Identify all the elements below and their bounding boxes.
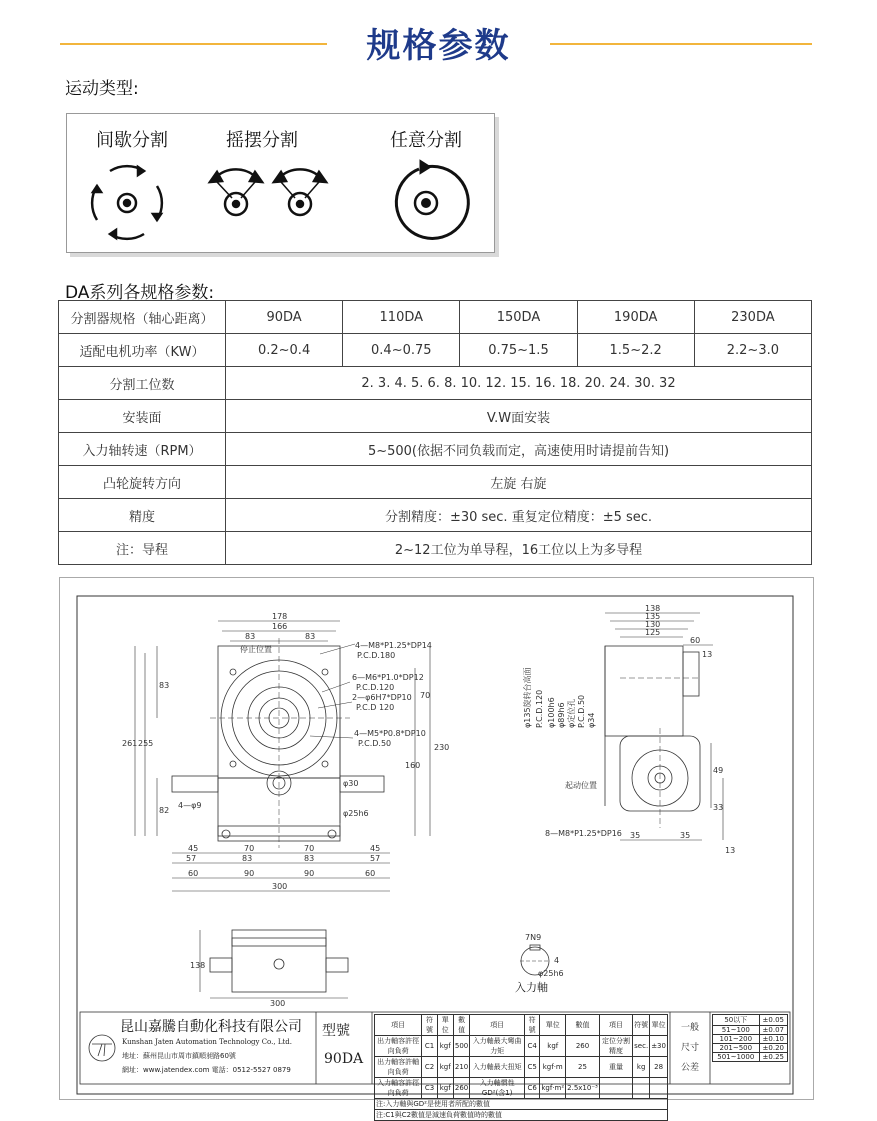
table-cell: kgf	[540, 1036, 566, 1057]
table-row	[59, 466, 812, 499]
table-cell: ±30	[650, 1036, 668, 1057]
table-cell: 2.5x10⁻³	[566, 1078, 600, 1099]
input-shaft-label: 入力軸	[515, 981, 548, 994]
table-cell: 入力軸最大彎曲力矩	[470, 1036, 524, 1057]
dim-125: 125	[645, 628, 661, 637]
table-row	[375, 1057, 668, 1078]
row-head: 入力轴转速（RPM）	[59, 433, 226, 466]
table-cell: C5	[524, 1057, 539, 1078]
table-cell	[599, 1078, 632, 1099]
dim-45b: 45	[370, 844, 381, 853]
table-cell: ±0.20	[759, 1044, 787, 1053]
table-cell: 5~500(依据不同负载而定，高速使用时请提前告知)	[226, 433, 812, 466]
note-pin: 2—φ6H7*DP10	[352, 693, 412, 702]
dim-230: 230	[434, 743, 450, 752]
table-row	[59, 334, 812, 367]
table-cell: C4	[524, 1036, 539, 1057]
table-row	[713, 1015, 788, 1026]
vlabel-1: φ135旋转台高面	[523, 667, 532, 728]
table-cell: 數值	[453, 1015, 470, 1036]
start-position: 起动位置	[565, 781, 597, 790]
dim-57a: 57	[186, 854, 197, 863]
table-cell: 201~500	[713, 1044, 760, 1053]
tolerance-label: 一般 尺寸 公差	[680, 1023, 699, 1073]
table-cell: 入力軸最大扭矩	[470, 1057, 524, 1078]
dim-35b: 35	[680, 831, 691, 840]
table-cell: 0.4~0.75	[343, 334, 460, 367]
dim-60a: 60	[188, 869, 199, 878]
stop-position: 停止位置	[240, 645, 272, 654]
table-cell: 150DA	[460, 301, 577, 334]
table-cell: 單位	[540, 1015, 566, 1036]
dim-70: 70	[420, 691, 431, 700]
table-cell: 90DA	[226, 301, 343, 334]
row-head: 分割器规格（轴心距离）	[59, 301, 226, 334]
table-cell: 符號	[633, 1015, 650, 1036]
dim-82: 82	[159, 806, 170, 815]
dim-phi30: φ30	[343, 779, 359, 788]
arbitrary-icon	[396, 162, 468, 238]
dim-160: 160	[405, 761, 421, 770]
row-head: 注：导程	[59, 532, 226, 565]
table-cell: 25	[566, 1057, 600, 1078]
table-cell: 入力軸容許徑向負荷	[375, 1078, 422, 1099]
dim-70a: 70	[244, 844, 255, 853]
dim-130: 130	[645, 620, 661, 629]
table-row	[59, 400, 812, 433]
table-cell: V.W面安装	[226, 400, 812, 433]
motion-type-box	[66, 113, 495, 253]
vlabel-4: φ89h6	[557, 702, 566, 728]
table-cell: C6	[524, 1078, 539, 1099]
note-holes: 4—φ9	[178, 801, 202, 810]
motion-swing-label: 摇摆分割	[226, 130, 298, 151]
table-row	[713, 1044, 788, 1053]
table-cell: kgf	[437, 1036, 453, 1057]
note-m8: 4—M8*P1.25*DP14	[355, 641, 432, 650]
table-cell: C3	[422, 1078, 437, 1099]
dim-138b: 138	[190, 961, 206, 970]
dim-60b: 60	[365, 869, 376, 878]
table-cell: 出力軸容許軸向負荷	[375, 1057, 422, 1078]
table-row	[59, 532, 812, 565]
vlabel-7: φ34	[587, 712, 596, 728]
table-row	[713, 1026, 788, 1035]
model-label: 型號	[322, 1023, 350, 1039]
company-name: 昆山嘉騰自動化科技有限公司	[120, 1019, 302, 1035]
row-head: 分割工位数	[59, 367, 226, 400]
table-row	[375, 1099, 668, 1110]
swing-icon	[210, 169, 326, 215]
table-row	[59, 499, 812, 532]
table-cell: 260	[453, 1078, 470, 1099]
table-cell: 重量	[599, 1057, 632, 1078]
table-cell: 項目	[470, 1015, 524, 1036]
table-note: 注:入力軸與GD²是使用者所配的數值	[375, 1099, 668, 1110]
table-cell: kg	[633, 1057, 650, 1078]
dim-49: 49	[713, 766, 724, 775]
note-m5: 4—M5*P0.8*DP10	[354, 729, 426, 738]
tolerance-table	[712, 1014, 788, 1062]
dim-45a: 45	[188, 844, 199, 853]
dim-83d: 83	[304, 854, 315, 863]
dim-35a: 35	[630, 831, 641, 840]
table-cell: ±0.10	[759, 1035, 787, 1044]
table-cell: 110DA	[343, 301, 460, 334]
note-m6-pcd: P.C.D.120	[356, 683, 395, 692]
vlabel-6: P.C.D.50	[577, 694, 586, 728]
table-cell: kgf	[437, 1057, 453, 1078]
motion-type-label: 运动类型:	[65, 79, 139, 99]
dim-4: 4	[554, 956, 560, 965]
note-m6: 6—M6*P1.0*DP12	[352, 673, 424, 682]
company-web: 網址：www.jatendex.com 電話：0512-5527 0879	[122, 1066, 291, 1074]
dim-255: 255	[138, 739, 154, 748]
table-cell: kgf	[437, 1078, 453, 1099]
row-head: 凸轮旋转方向	[59, 466, 226, 499]
table-note: 注:C1與C2數值是減速負荷數值時的數值	[375, 1110, 668, 1121]
table-cell: 190DA	[577, 301, 694, 334]
dim-83b: 83	[305, 632, 316, 641]
table-cell	[633, 1078, 650, 1099]
note-pin-pcd: P.C.D 120	[356, 703, 395, 712]
table-cell: 101~200	[713, 1035, 760, 1044]
dim-300b: 300	[270, 999, 286, 1008]
model-value: 90DA	[324, 1051, 364, 1067]
table-cell: 2.2~3.0	[694, 334, 811, 367]
table-cell: 分割精度：±30 sec. 重复定位精度：±5 sec.	[226, 499, 812, 532]
dim-33: 33	[713, 803, 724, 812]
dim-70b: 70	[304, 844, 315, 853]
table-cell: C2	[422, 1057, 437, 1078]
table-cell: ±0.05	[759, 1015, 787, 1026]
table-row	[59, 367, 812, 400]
spec-label: DA系列各规格参数:	[65, 283, 215, 303]
table-cell: ±0.07	[759, 1026, 787, 1035]
dim-300: 300	[272, 882, 288, 891]
table-cell: 50以下	[713, 1015, 760, 1026]
table-cell: 項目	[375, 1015, 422, 1036]
table-cell: 1.5~2.2	[577, 334, 694, 367]
table-cell: 出力軸容許徑向負荷	[375, 1036, 422, 1057]
dim-13a: 13	[702, 650, 713, 659]
motion-icons	[67, 114, 494, 252]
table-cell: 符號	[524, 1015, 539, 1036]
table-cell: ±0.25	[759, 1053, 787, 1062]
vlabel-5: φ定位孔	[567, 698, 576, 728]
note-m5-pcd: P.C.D.50	[358, 739, 392, 748]
dim-57b: 57	[370, 854, 381, 863]
table-row	[375, 1110, 668, 1121]
motion-arbitrary-label: 任意分割	[390, 130, 462, 151]
table-cell: 單位	[437, 1015, 453, 1036]
shaft-phi25: φ25h6	[538, 969, 564, 978]
table-cell: kgf·m	[540, 1057, 566, 1078]
table-row	[375, 1078, 668, 1099]
table-row	[713, 1053, 788, 1062]
table-cell: 0.75~1.5	[460, 334, 577, 367]
dim-261: 261	[122, 739, 138, 748]
table-cell: 單位	[650, 1015, 668, 1036]
table-cell: kgf·m²	[540, 1078, 566, 1099]
row-head: 适配电机功率（KW）	[59, 334, 226, 367]
vlabel-3: φ100h6	[547, 697, 556, 728]
table-row	[59, 301, 812, 334]
table-cell: 28	[650, 1057, 668, 1078]
dim-83c: 83	[242, 854, 253, 863]
note-m8-pcd: P.C.D.180	[357, 651, 396, 660]
table-cell: 500	[453, 1036, 470, 1057]
table-cell: 260	[566, 1036, 600, 1057]
vlabel-2: P.C.D.120	[535, 689, 544, 728]
table-row	[59, 433, 812, 466]
spec-table	[58, 300, 812, 565]
page-title: 规格参数	[366, 26, 511, 66]
table-cell: 230DA	[694, 301, 811, 334]
dim-138: 138	[645, 604, 661, 613]
company-address: 地址：蘇州昆山市周市鎮順昶路60號	[122, 1052, 236, 1060]
table-cell: 數值	[566, 1015, 600, 1036]
note-m8-side: 8—M8*P1.25*DP16	[545, 829, 622, 838]
dim-phi25: φ25h6	[343, 809, 369, 818]
dim-135: 135	[645, 612, 661, 621]
dim-83v: 83	[159, 681, 170, 690]
table-row	[375, 1036, 668, 1057]
motion-intermittent-label: 间歇分割	[96, 130, 168, 151]
dim-166: 166	[272, 622, 288, 631]
table-cell: sec.	[633, 1036, 650, 1057]
drawing-spec-table	[374, 1014, 668, 1121]
dim-178: 178	[272, 612, 288, 621]
dim-13b: 13	[725, 846, 736, 855]
engineering-drawing	[59, 577, 814, 1119]
table-cell: 項目	[599, 1015, 632, 1036]
table-cell: 左旋 右旋	[226, 466, 812, 499]
table-cell: 210	[453, 1057, 470, 1078]
table-cell	[650, 1078, 668, 1099]
table-row	[375, 1015, 668, 1036]
table-cell: 入力軸慣性GD²(含1)	[470, 1078, 524, 1099]
dim-60s: 60	[690, 636, 701, 645]
table-cell: 2~12工位为单导程，16工位以上为多导程	[226, 532, 812, 565]
dim-83a: 83	[245, 632, 256, 641]
row-head: 精度	[59, 499, 226, 532]
table-cell: 501~1000	[713, 1053, 760, 1062]
table-row	[713, 1035, 788, 1044]
key-7n9: 7N9	[525, 933, 542, 942]
row-head: 安装面	[59, 400, 226, 433]
intermittent-icon	[92, 166, 162, 239]
dim-90b: 90	[304, 869, 315, 878]
table-cell: 定位分割精度	[599, 1036, 632, 1057]
table-cell: 0.2~0.4	[226, 334, 343, 367]
table-cell: 51~100	[713, 1026, 760, 1035]
table-cell: 2. 3. 4. 5. 6. 8. 10. 12. 15. 16. 18. 20. 24. 30. 32	[226, 367, 812, 400]
dim-90a: 90	[244, 869, 255, 878]
company-en: Kunshan Jaten Automation Technology Co., Ltd.	[122, 1038, 292, 1046]
table-cell: C1	[422, 1036, 437, 1057]
table-cell: 符號	[422, 1015, 437, 1036]
